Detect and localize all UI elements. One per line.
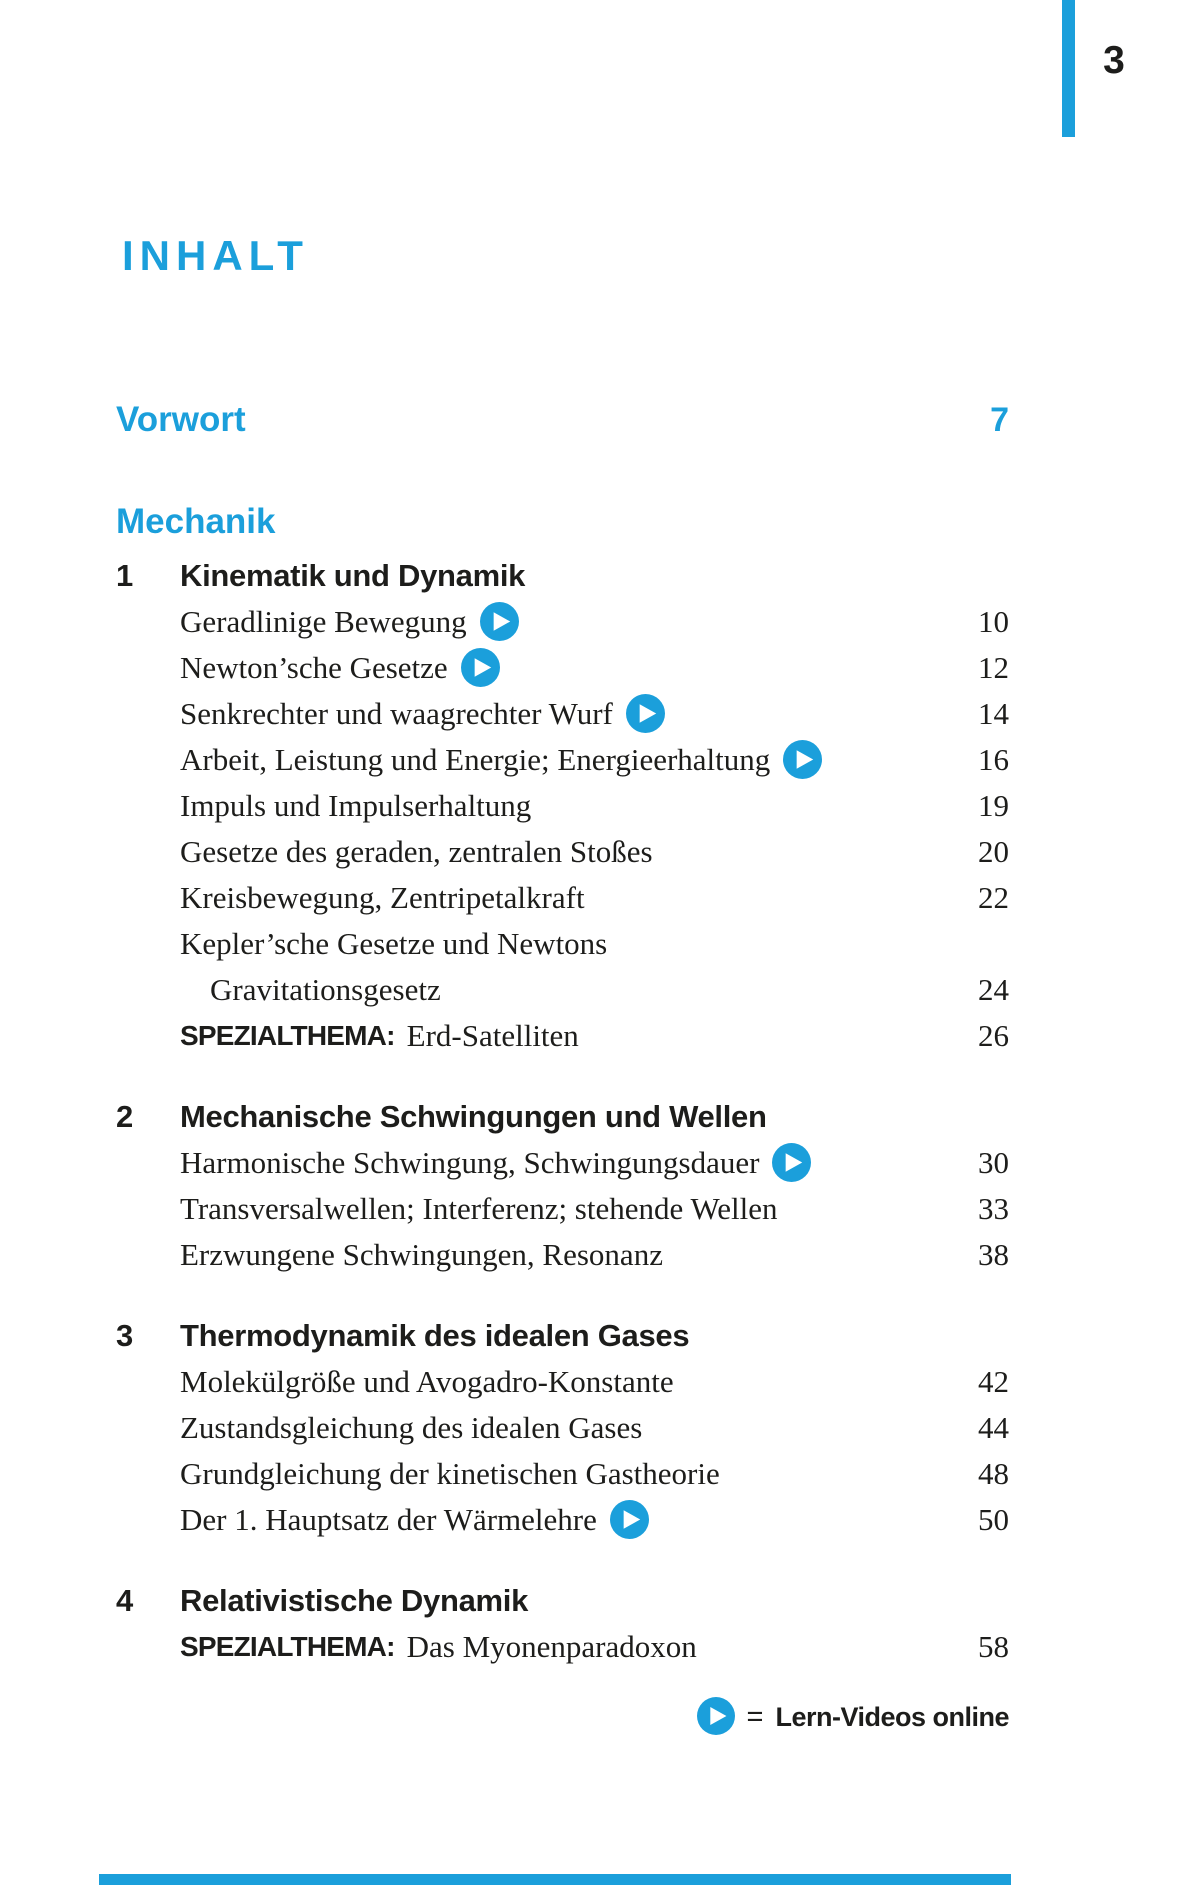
entry-text-cell (180, 1624, 939, 1670)
entry-text-cell (180, 1232, 939, 1278)
entry-page-number: 19 (978, 788, 1009, 823)
entry-page-number: 24 (978, 972, 1009, 1007)
section-header-row (116, 1578, 1009, 1624)
section-header-row (116, 1094, 1009, 1140)
entry-page-number: 20 (978, 834, 1009, 869)
toc-entry (116, 1013, 1009, 1059)
entry-title: Grundgleichung der kinetischen Gastheorie (180, 1456, 720, 1491)
toc-entry (116, 645, 1009, 691)
entry-page-number: 16 (978, 742, 1009, 777)
entry-text-cell (180, 1451, 939, 1497)
toc-entry (116, 1497, 1009, 1543)
toc-entry (116, 1451, 1009, 1497)
play-icon (626, 694, 665, 733)
play-icon (461, 648, 500, 687)
entry-page-number: 22 (978, 880, 1009, 915)
toc-section (116, 1313, 1009, 1543)
toc-entry (116, 829, 1009, 875)
entry-page-number: 38 (978, 1237, 1009, 1272)
legend-label: Lern-Videos online (775, 1702, 1009, 1732)
play-icon (610, 1500, 649, 1539)
entry-title: Transversalwellen; Interferenz; stehende Wellen (180, 1191, 778, 1226)
preface-label: Vorwort (116, 400, 246, 439)
entry-text-cell (180, 1497, 939, 1543)
entry-title: Gravitationsgesetz (210, 972, 441, 1007)
toc-section (116, 553, 1009, 1059)
toc-entry (116, 1624, 1009, 1670)
table-of-contents (116, 397, 1009, 1740)
entry-title: Erd-Satelliten (406, 1018, 579, 1053)
entry-title: Kreisbewegung, Zentripetalkraft (180, 880, 585, 915)
section-number: 2 (116, 1099, 133, 1134)
entry-text-cell (180, 691, 939, 737)
entry-title: Impuls und Impulserhaltung (180, 788, 532, 823)
legend-equals: = (746, 1701, 764, 1733)
entry-title: Newton’sche Gesetze (180, 650, 448, 685)
entry-text-cell (180, 645, 939, 691)
entry-title: Molekülgröße und Avogadro-Konstante (180, 1364, 674, 1399)
preface-page-number: 7 (990, 401, 1009, 439)
toc-entry (116, 1359, 1009, 1405)
entry-page-number: 12 (978, 650, 1009, 685)
entry-text-cell (180, 1405, 939, 1451)
footer-accent-bar (99, 1874, 1011, 1885)
entry-page-number: 14 (978, 696, 1009, 731)
entry-text-cell (180, 1140, 939, 1186)
toc-entry (116, 1186, 1009, 1232)
entry-text-cell (180, 783, 939, 829)
entry-text-cell (180, 599, 939, 645)
entry-title: Harmonische Schwingung, Schwingungsdauer (180, 1145, 760, 1180)
entry-text-cell (180, 875, 939, 921)
toc-entry (116, 599, 1009, 645)
entry-page-number: 26 (978, 1018, 1009, 1053)
section-header-row (116, 1313, 1009, 1359)
section-title: Mechanische Schwingungen und Wellen (180, 1099, 767, 1134)
toc-entry (116, 1232, 1009, 1278)
entry-text-cell (180, 1013, 939, 1059)
entry-page-number: 58 (978, 1629, 1009, 1664)
toc-entry (116, 1405, 1009, 1451)
entry-text-cell (180, 737, 939, 783)
video-legend (116, 1694, 1009, 1740)
entry-title: Arbeit, Leistung und Energie; Energieerhaltung (180, 742, 771, 777)
header-accent-bar (1062, 0, 1075, 137)
toc-section (116, 1094, 1009, 1278)
section-title: Thermodynamik des idealen Gases (180, 1318, 690, 1353)
section-title: Kinematik und Dynamik (180, 558, 526, 593)
entry-title: Senkrechter und waagrechter Wurf (180, 696, 613, 731)
play-icon (772, 1143, 811, 1182)
toc-entry (116, 691, 1009, 737)
play-icon (783, 740, 822, 779)
toc-entry-preface (116, 397, 1009, 443)
entry-text-cell (180, 1186, 939, 1232)
entry-title: Der 1. Hauptsatz der Wärmelehre (180, 1502, 597, 1537)
toc-entry (116, 737, 1009, 783)
toc-entry (116, 921, 1009, 967)
entry-title: Zustandsgleichung des idealen Gases (180, 1410, 643, 1445)
toc-entry (116, 875, 1009, 921)
part-heading: Mechanik (116, 502, 276, 541)
entry-text-cell (180, 829, 939, 875)
entry-page-number: 10 (978, 604, 1009, 639)
toc-section (116, 1578, 1009, 1670)
play-icon (480, 602, 519, 641)
entry-title: Gesetze des geraden, zentralen Stoßes (180, 834, 653, 869)
entry-title: Kepler’sche Gesetze und Newtons (180, 926, 608, 961)
toc-sections (116, 553, 1009, 1670)
toc-entry (116, 967, 1009, 1013)
section-number: 1 (116, 558, 133, 593)
entry-text-cell (180, 921, 939, 967)
section-number: 3 (116, 1318, 133, 1353)
toc-entry (116, 783, 1009, 829)
entry-page-number: 44 (978, 1410, 1009, 1445)
entry-text-cell (180, 967, 939, 1013)
entry-text-cell (180, 1359, 939, 1405)
entry-page-number: 30 (978, 1145, 1009, 1180)
entry-title: Erzwungene Schwingungen, Resonanz (180, 1237, 663, 1272)
entry-page-number: 42 (978, 1364, 1009, 1399)
page-title: INHALT (122, 232, 309, 279)
entry-page-number: 48 (978, 1456, 1009, 1491)
entry-prefix: SPEZIALTHEMA: (180, 1631, 395, 1662)
section-header-row (116, 553, 1009, 599)
play-icon (697, 1697, 735, 1735)
entry-page-number: 33 (978, 1191, 1009, 1226)
entry-title: Das Myonenparadoxon (406, 1629, 697, 1664)
page-number: 3 (1103, 39, 1125, 82)
entry-prefix: SPEZIALTHEMA: (180, 1020, 395, 1051)
section-title: Relativistische Dynamik (180, 1583, 529, 1618)
toc-entry (116, 1140, 1009, 1186)
entry-title: Geradlinige Bewegung (180, 604, 467, 639)
entry-page-number: 50 (978, 1502, 1009, 1537)
section-number: 4 (116, 1583, 133, 1618)
